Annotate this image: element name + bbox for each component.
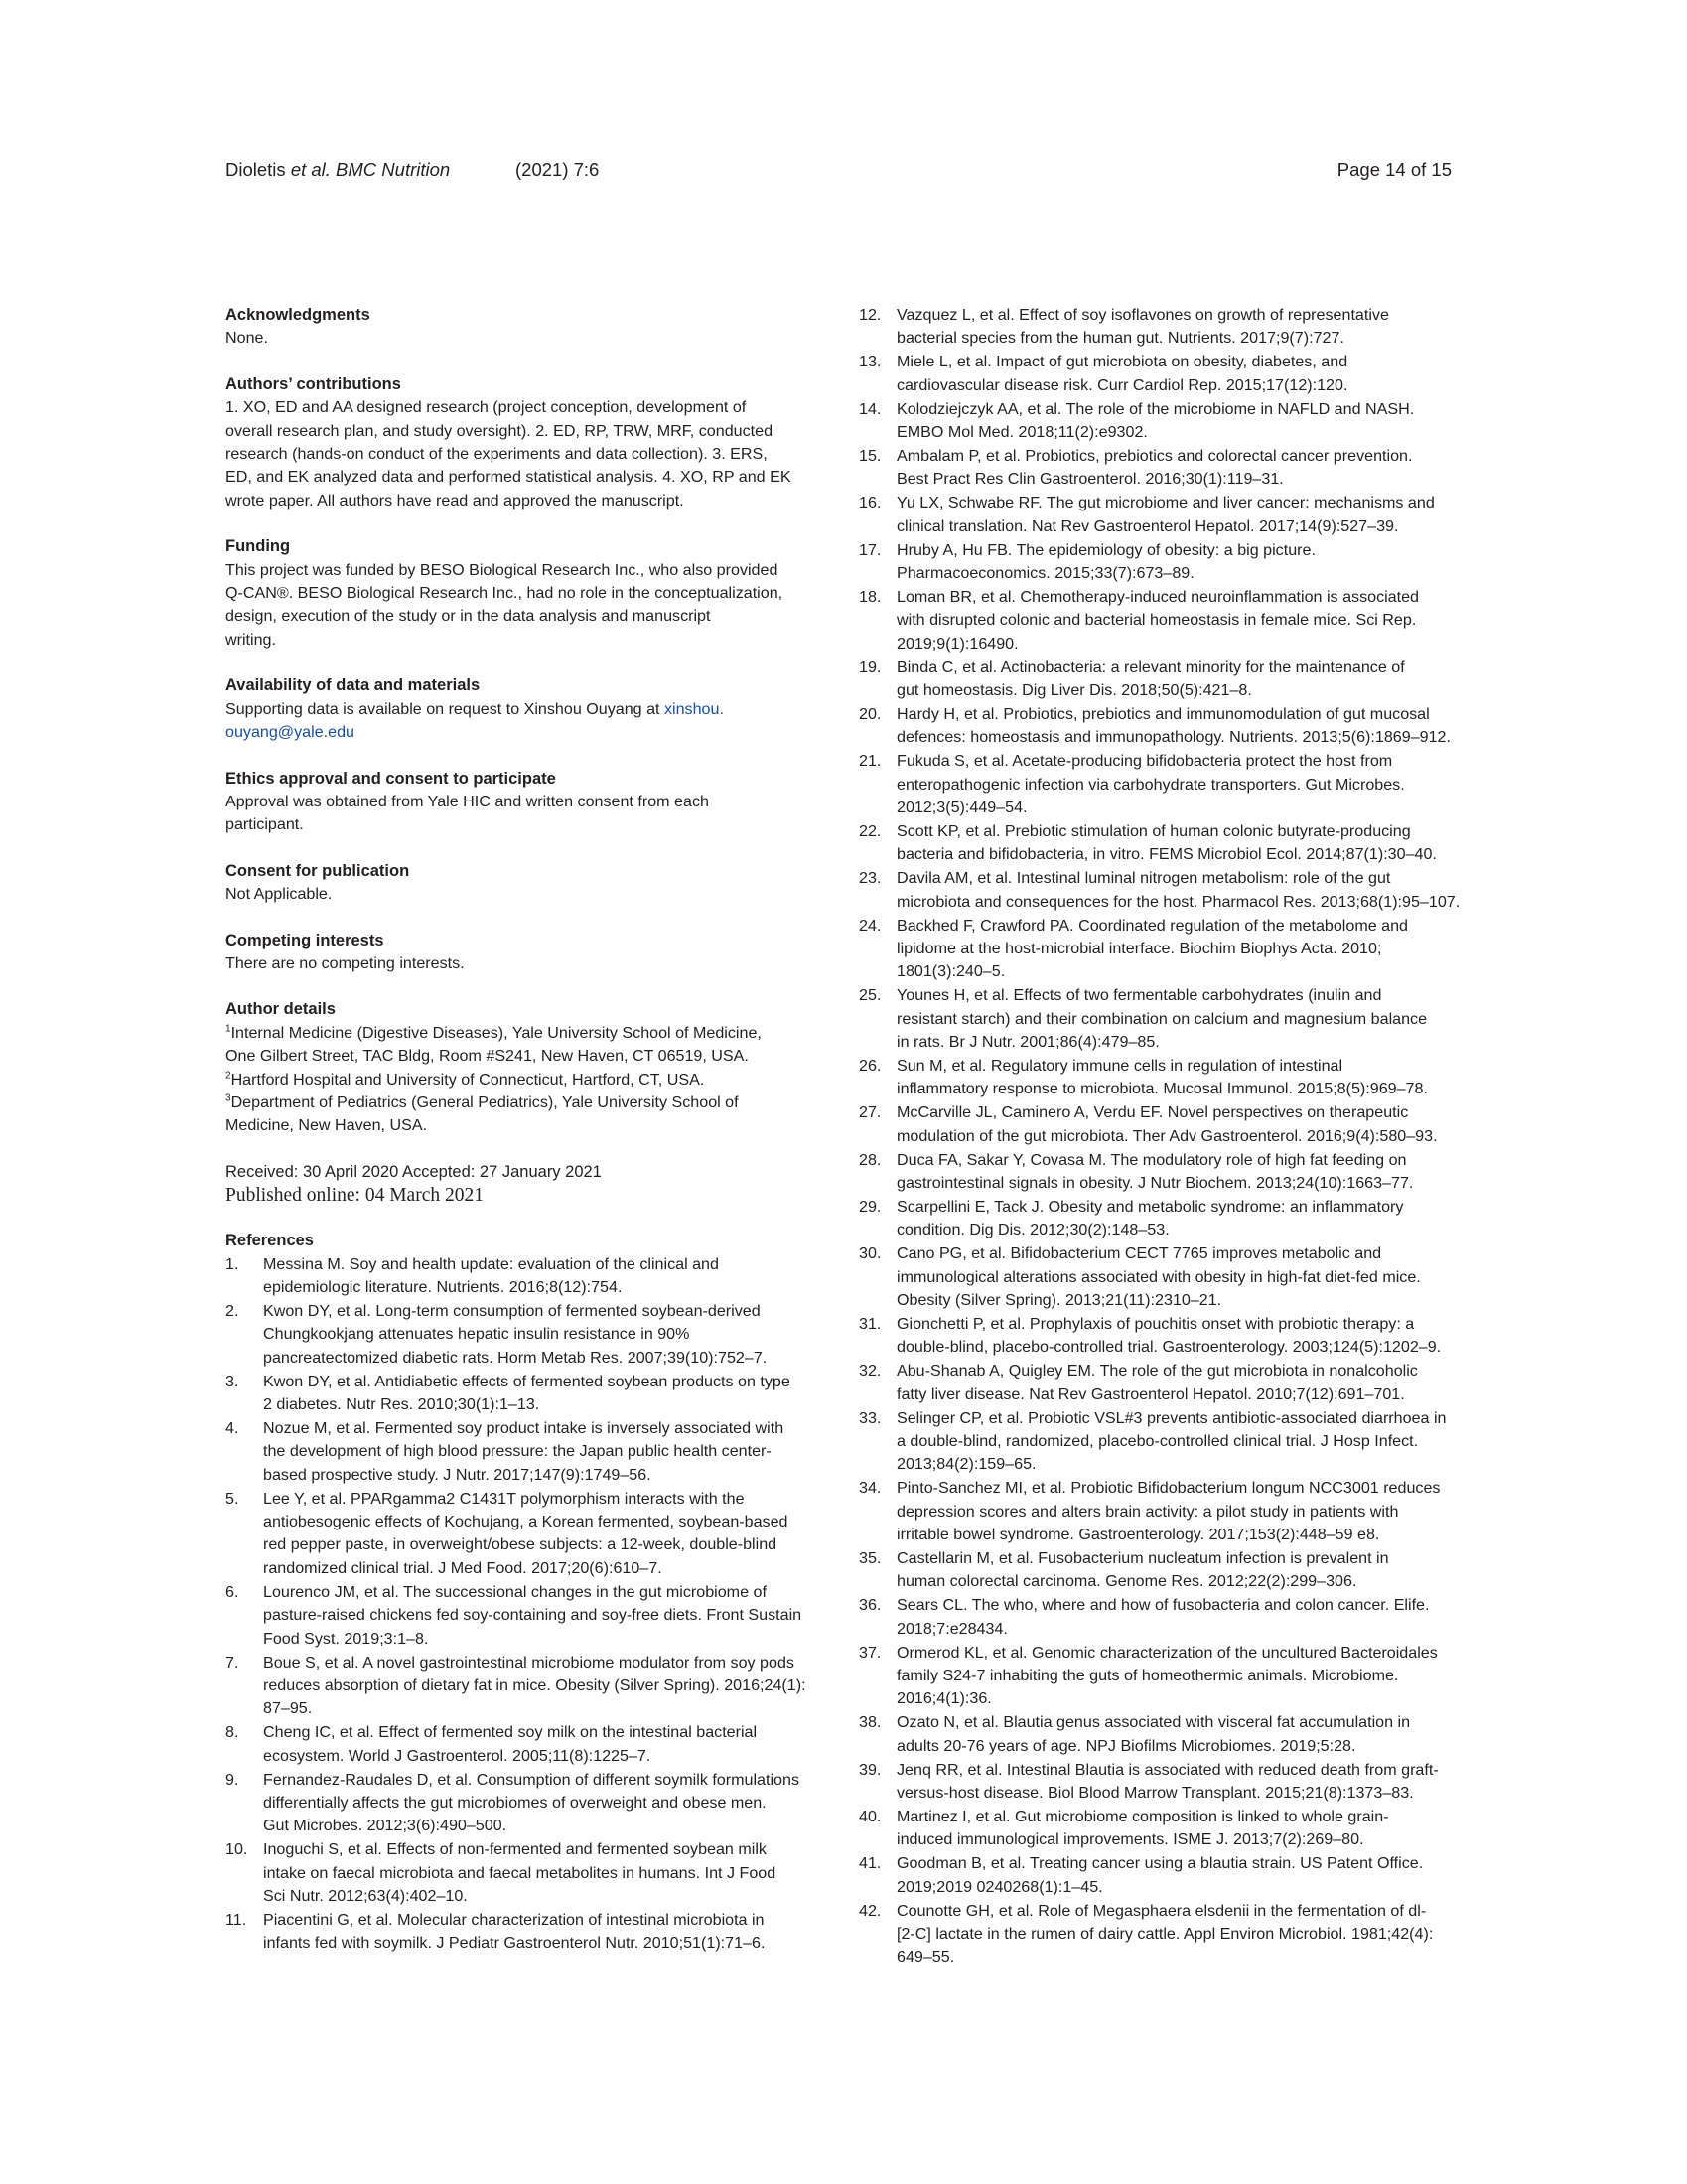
reference-line: adults 20-76 years of age. NPJ Biofilms Microbiomes. 2019;5:28. [897,1736,1356,1755]
affiliation-text: Hartford Hospital and University of Connecticut, Hartford, CT, USA. [230,1070,705,1089]
reference-list-right [859,304,1461,1969]
text-line: Approval was obtained from Yale HIC and written consent from each [225,792,709,810]
reference-item [859,1101,1455,1148]
reference-line: Gionchetti P, et al. Prophylaxis of pouchitis onset with probiotic therapy: a [897,1314,1415,1333]
reference-line: Hardy H, et al. Probiotics, prebiotics and immunomodulation of gut mucosal [897,704,1430,723]
ethics-section [225,768,811,837]
reference-item [225,1652,811,1721]
reference-line: condition. Dig Dis. 2012;30(2):148–53. [897,1221,1170,1239]
reference-number: 42. [859,1901,882,1920]
reference-text [897,304,1455,351]
reference-line: enteropathogenic infection via carbohydrate transporters. Gut Microbes. [897,775,1405,794]
reference-item [225,1300,811,1370]
text-line: wrote paper. All authors have read and approved the manuscript. [225,491,684,510]
reference-item [859,1642,1455,1711]
competing-section [225,930,811,976]
reference-line: induced immunological improvements. ISME J. 2013;7(2):269–80. [897,1830,1364,1849]
reference-text [263,1909,811,1956]
author-details-section [225,998,811,1137]
reference-line: family S24-7 inhabiting the guts of homeothermic animals. Microbiome. [897,1667,1399,1685]
reference-line: 2018;7:e28434. [897,1619,1008,1638]
email-link[interactable]: xinshou. [663,699,724,718]
reference-item [859,1196,1455,1242]
reference-line: Counotte GH, et al. Role of Megasphaera elsdenii in the fermentation of dl- [897,1901,1427,1920]
affiliation-text: Internal Medicine (Digestive Diseases), Yale University School of Medicine, [230,1023,762,1042]
reference-item [225,1838,811,1908]
received-accepted-dates: Received: 30 April 2020 Accepted: 27 January 2021 [225,1162,602,1181]
text-line: writing. [225,630,276,649]
header-year: (2021) 7:6 [515,159,600,180]
reference-line: Cano PG, et al. Bifidobacterium CECT 7765 improves metabolic and [897,1244,1382,1263]
reference-text [897,656,1455,703]
text-line [225,721,811,744]
reference-line: Food Syst. 2019;3:1–8. [263,1629,429,1648]
reference-item [859,1149,1455,1196]
reference-line: Kwon DY, et al. Antidiabetic effects of fermented soybean products on type [263,1372,790,1390]
reference-number: 9. [225,1770,239,1789]
text-line: ED, and EK analyzed data and performed statistical analysis. 4. XO, RP and EK [225,468,791,487]
reference-line: intake on faecal microbiota and faecal metabolites in humans. Int J Food [263,1863,776,1882]
contributions-section [225,373,811,512]
text-line: 1. XO, ED and AA designed research (project conception, development of [225,398,747,417]
text-line: None. [225,329,268,348]
reference-item [225,1581,811,1651]
reference-item [859,1852,1455,1899]
reference-number: 6. [225,1582,239,1601]
reference-text [897,867,1461,914]
reference-item [859,656,1455,703]
section-body [225,698,811,745]
reference-line: Scarpellini E, Tack J. Obesity and metabolic syndrome: an inflammatory [897,1197,1404,1216]
reference-item [859,1313,1455,1360]
reference-number: 33. [859,1408,882,1427]
reference-line: cardiovascular disease risk. Curr Cardiol Rep. 2015;17(12):120. [897,375,1348,394]
header-authors: Dioletis [225,159,291,180]
reference-number: 24. [859,916,882,935]
dates-block [225,1161,811,1208]
reference-text [897,984,1455,1054]
reference-text [897,1242,1455,1312]
reference-number: 17. [859,540,882,559]
reference-line: versus-host disease. Biol Blood Marrow Transplant. 2015;21(8):1373–83. [897,1784,1414,1803]
text-line: There are no competing interests. [225,953,465,972]
section-heading: Ethics approval and consent to participate [225,769,556,788]
reference-line: [2-C] lactate in the rumen of dairy cattle. Appl Environ Microbiol. 1981;42(4): [897,1925,1434,1944]
text-line: Q-CAN®. BESO Biological Research Inc., had no role in the conceptualization, [225,584,783,603]
reference-line: 2 diabetes. Nutr Res. 2010;30(1):1–13. [263,1395,540,1414]
reference-text [897,1547,1455,1594]
reference-line: 1801(3):240–5. [897,962,1006,981]
reference-item [225,1488,811,1581]
reference-item [859,1759,1455,1806]
reference-number: 13. [859,353,882,371]
reference-line: Pinto-Sanchez MI, et al. Probiotic Bifidobacterium longum NCC3001 reduces [897,1479,1441,1498]
reference-line: Cheng IC, et al. Effect of fermented soy milk on the intestinal bacterial [263,1723,758,1742]
reference-text [897,750,1455,819]
reference-text [897,445,1455,492]
reference-item [859,915,1455,984]
reference-number: 11. [225,1910,247,1929]
reference-text [897,1642,1455,1711]
reference-line: Pharmacoeconomics. 2015;33(7):673–89. [897,563,1195,582]
reference-line: gastrointestinal signals in obesity. J Nutr Biochem. 2013;24(10):1663–77. [897,1174,1414,1193]
reference-line: Binda C, et al. Actinobacteria: a relevant minority for the maintenance of [897,657,1405,676]
reference-number: 30. [859,1244,882,1263]
reference-text [897,1407,1455,1477]
reference-line: 2013;84(2):159–65. [897,1455,1037,1474]
section-heading: Consent for publication [225,861,410,880]
reference-line: with disrupted colonic and bacterial homeostasis in female mice. Sci Rep. [897,611,1417,630]
reference-line: the development of high blood pressure: the Japan public health center- [263,1442,772,1461]
reference-line: differentially affects the gut microbiomes of overweight and obese men. [263,1793,767,1812]
reference-line: resistant starch) and their combination on calcium and magnesium balance [897,1009,1428,1028]
reference-item [859,1900,1455,1969]
section-heading: Competing interests [225,931,384,949]
reference-line: Nozue M, et al. Fermented soy product intake is inversely associated with [263,1418,784,1437]
reference-line: Martinez I, et al. Gut microbiome composition is linked to whole grain- [897,1808,1389,1825]
reference-text [897,1196,1455,1242]
reference-number: 1. [225,1254,239,1273]
affiliation-marker: 3 [225,1092,231,1104]
reference-text [263,1652,811,1721]
reference-list-left [225,1253,811,1956]
reference-line: Duca FA, Sakar Y, Covasa M. The modulatory role of high fat feeding on [897,1150,1407,1169]
reference-text [263,1253,811,1300]
section-body [225,791,811,837]
references-heading: References [225,1232,314,1250]
reference-number: 2. [225,1301,239,1320]
reference-line: Obesity (Silver Spring). 2013;21(11):2310–21. [897,1291,1222,1310]
reference-number: 12. [859,306,882,324]
reference-item [859,1360,1455,1406]
reference-number: 5. [225,1489,239,1508]
reference-number: 7. [225,1653,239,1672]
reference-number: 26. [859,1057,882,1075]
reference-item [859,703,1455,750]
reference-item [225,1417,811,1487]
reference-line: reduces absorption of dietary fat in mice. Obesity (Silver Spring). 2016;24(1): [263,1675,806,1694]
availability-section [225,674,811,744]
reference-text [263,1488,811,1581]
reference-item [859,1407,1455,1477]
reference-number: 15. [859,446,882,465]
reference-number: 36. [859,1596,882,1615]
reference-item [859,867,1461,914]
reference-text [263,1371,811,1417]
reference-line: Lourenco JM, et al. The successional changes in the gut microbiome of [263,1582,767,1601]
reference-line: Piacentini G, et al. Molecular characterization of intestinal microbiota in [263,1910,765,1929]
affiliation-line: Medicine, New Haven, USA. [225,1116,428,1135]
reference-line: modulation of the gut microbiota. Ther Adv Gastroenterol. 2016;9(4):580–93. [897,1126,1438,1145]
page-number: Page 14 of 15 [1336,159,1452,180]
reference-number: 3. [225,1372,239,1390]
reference-number: 21. [859,752,882,771]
reference-line: Vazquez L, et al. Effect of soy isoflavones on growth of representative [897,306,1389,324]
reference-number: 34. [859,1479,882,1498]
reference-line: Fernandez-Raudales D, et al. Consumption of different soymilk formulations [263,1770,799,1789]
reference-text [897,1594,1455,1641]
reference-number: 31. [859,1314,882,1333]
text-line: research (hands-on conduct of the experiments and data collection). 3. ERS, [225,445,768,464]
reference-number: 38. [859,1713,882,1732]
reference-item [859,1055,1455,1101]
affiliation-line [225,1069,811,1092]
reference-line: Yu LX, Schwabe RF. The gut microbiome and liver cancer: mechanisms and [897,494,1435,512]
reference-text [897,1360,1455,1406]
affiliation-line [225,1022,811,1045]
right-column [859,304,1461,1969]
reference-text [263,1581,811,1651]
reference-number: 35. [859,1549,882,1568]
reference-line: lipidome at the host-microbial interface. Biochim Biophys Acta. 2010; [897,939,1382,957]
reference-item [859,304,1455,351]
text-line: participant. [225,815,304,834]
reference-item [225,1371,811,1417]
reference-line: fatty liver disease. Nat Rev Gastroenterol Hepatol. 2010;7(12):691–701. [897,1384,1405,1403]
reference-line: 87–95. [263,1699,313,1718]
reference-line: Ormerod KL, et al. Genomic characterization of the uncultured Bacteroidales [897,1643,1438,1662]
reference-number: 27. [859,1103,882,1122]
text-line: overall research plan, and study oversight). 2. ED, RP, TRW, MRF, conducted [225,421,773,440]
reference-line: red pepper paste, in overweight/obese subjects: a 12-week, double-blind [263,1535,777,1554]
reference-line: EMBO Mol Med. 2018;11(2):e9302. [897,423,1148,442]
reference-item [859,586,1455,655]
reference-number: 32. [859,1362,882,1381]
reference-line: Castellarin M, et al. Fusobacterium nucleatum infection is prevalent in [897,1549,1389,1568]
reference-text [897,586,1455,655]
reference-number: 16. [859,494,882,512]
reference-line: double-blind, placebo-controlled trial. Gastroenterology. 2003;124(5):1202–9. [897,1338,1442,1357]
reference-text [897,1759,1455,1806]
section-body [225,883,811,906]
reference-line: Davila AM, et al. Intestinal luminal nitrogen metabolism: role of the gut [897,869,1391,888]
reference-line: Best Pract Res Clin Gastroenterol. 2016;30(1):119–31. [897,470,1284,489]
reference-line: Selinger CP, et al. Probiotic VSL#3 prevents antibiotic-associated diarrhoea in [897,1408,1447,1427]
reference-item [225,1253,811,1300]
affiliation-marker: 1 [225,1023,231,1035]
reference-text [897,1711,1455,1758]
reference-line: Scott KP, et al. Prebiotic stimulation of human colonic butyrate-producing [897,821,1411,840]
reference-number: 8. [225,1723,239,1742]
reference-line: defences: homeostasis and immunopathology. Nutrients. 2013;5(6):1869–912. [897,728,1451,747]
reference-text [263,1300,811,1370]
section-heading: Funding [225,537,291,556]
reference-line: depression scores and alters brain activity: a pilot study in patients with [897,1502,1399,1521]
journal-citation [225,159,450,181]
reference-item [859,820,1455,867]
section-heading: Authors’ contributions [225,374,401,393]
left-column [225,304,811,1956]
reference-number: 19. [859,657,882,676]
reference-text [897,1900,1455,1969]
reference-item [859,445,1455,492]
reference-number: 4. [225,1418,239,1437]
reference-item [859,1806,1455,1852]
reference-item [859,1711,1455,1758]
reference-number: 40. [859,1808,882,1825]
reference-item [859,984,1455,1054]
reference-line: inflammatory response to microbiota. Mucosal Immunol. 2015;8(5):969–78. [897,1080,1428,1098]
text-line [225,698,811,721]
section-heading: Author details [225,1000,336,1019]
section-heading: Acknowledgments [225,306,370,324]
reference-line: Hruby A, Hu FB. The epidemiology of obesity: a big picture. [897,540,1316,559]
reference-line: Kwon DY, et al. Long-term consumption of fermented soybean-derived [263,1301,761,1320]
reference-text [897,1477,1455,1546]
reference-line: Kolodziejczyk AA, et al. The role of the microbiome in NAFLD and NASH. [897,399,1415,418]
reference-text [897,492,1455,538]
reference-item [859,351,1455,397]
reference-line: 2019;2019 0240268(1):1–45. [897,1877,1103,1896]
reference-number: 25. [859,986,882,1005]
reference-item [859,1477,1455,1546]
section-heading: Availability of data and materials [225,676,481,695]
reference-item [859,1547,1455,1594]
reference-line: Messina M. Soy and health update: evaluation of the clinical and [263,1254,719,1273]
reference-line: a double-blind, randomized, placebo-controlled clinical trial. J Hosp Infect. [897,1432,1419,1450]
reference-number: 20. [859,704,882,723]
reference-text [263,1417,811,1487]
reference-item [859,398,1455,445]
reference-number: 29. [859,1197,882,1216]
reference-line: ecosystem. World J Gastroenterol. 2005;11(8):1225–7. [263,1746,651,1765]
section-body [225,327,811,350]
reference-line: microbiota and consequences for the host. Pharmacol Res. 2013;68(1):95–107. [897,892,1461,911]
reference-line: in rats. Br J Nutr. 2001;86(4):479–85. [897,1033,1160,1052]
reference-line: Abu-Shanab A, Quigley EM. The role of the gut microbiota in nonalcoholic [897,1362,1418,1381]
reference-line: Chungkookjang attenuates hepatic insulin resistance in 90% [263,1325,690,1344]
reference-number: 39. [859,1760,882,1779]
reference-item [859,1242,1455,1312]
reference-text [897,351,1455,397]
affiliation-text: Department of Pediatrics (General Pediatrics), Yale University School of [230,1092,739,1111]
email-link-continued[interactable]: ouyang@yale.edu [225,723,354,742]
reference-text [263,1721,811,1768]
reference-line: Sun M, et al. Regulatory immune cells in regulation of intestinal [897,1057,1343,1075]
acknowledgments-section [225,304,811,351]
reference-text [897,703,1455,750]
reference-line: clinical translation. Nat Rev Gastroenterol Hepatol. 2017;14(9):527–39. [897,516,1399,535]
section-body [225,559,811,653]
running-header [225,159,1452,191]
reference-item [859,539,1455,586]
reference-line: immunological alterations associated with obesity in high-fat diet-fed mice. [897,1267,1421,1286]
reference-line: 2012;3(5):449–54. [897,799,1028,817]
reference-number: 10. [225,1840,248,1859]
text-line: design, execution of the study or in the data analysis and manuscript [225,607,711,626]
reference-line: Ozato N, et al. Blautia genus associated with visceral fat accumulation in [897,1713,1411,1732]
reference-item [225,1909,811,1956]
availability-text: Supporting data is available on request to Xinshou Ouyang at [225,699,664,718]
reference-text [263,1838,811,1908]
reference-line: Jenq RR, et al. Intestinal Blautia is associated with reduced death from graft- [897,1760,1439,1779]
reference-text [897,1313,1455,1360]
text-line: This project was funded by BESO Biological Research Inc., who also provided [225,560,778,579]
reference-line: bacteria and bifidobacteria, in vitro. FEMS Microbiol Ecol. 2014;87(1):30–40. [897,845,1437,864]
reference-number: 22. [859,821,882,840]
reference-item [859,492,1455,538]
funding-section [225,535,811,652]
affiliation-marker: 2 [225,1070,231,1082]
reference-line: Gut Microbes. 2012;3(6):490–500. [263,1817,507,1835]
reference-line: Fukuda S, et al. Acetate-producing bifidobacteria protect the host from [897,752,1393,771]
reference-line: 649–55. [897,1948,955,1966]
reference-line: pasture-raised chickens fed soy-containing and soy-free diets. Front Sustain [263,1606,802,1625]
header-journal: et al. BMC Nutrition [290,159,451,180]
section-body [225,396,811,512]
reference-line: bacterial species from the human gut. Nutrients. 2017;9(7):727. [897,329,1344,348]
reference-text [897,398,1455,445]
text-line: Not Applicable. [225,885,333,904]
reference-line: gut homeostasis. Dig Liver Dis. 2018;50(5):421–8. [897,681,1252,699]
affiliation-line [225,1092,811,1114]
reference-line: Miele L, et al. Impact of gut microbiota on obesity, diabetes, and [897,353,1348,371]
reference-line: irritable bowel syndrome. Gastroenterology. 2017;153(2):448–59 e8. [897,1526,1380,1544]
published-date: Published online: 04 March 2021 [225,1185,484,1207]
reference-number: 14. [859,399,882,418]
reference-text [897,1055,1455,1101]
reference-line: McCarville JL, Caminero A, Verdu EF. Novel perspectives on therapeutic [897,1103,1409,1122]
reference-text [897,915,1455,984]
consent-section [225,860,811,907]
reference-item [225,1721,811,1768]
reference-line: Sears CL. The who, where and how of fusobacteria and colon cancer. Elife. [897,1596,1430,1615]
reference-line: Backhed F, Crawford PA. Coordinated regulation of the metabolome and [897,916,1408,935]
reference-item [859,1594,1455,1641]
reference-line: Younes H, et al. Effects of two fermentable carbohydrates (inulin and [897,986,1382,1005]
reference-line: pancreatectomized diabetic rats. Horm Metab Res. 2007;39(10):752–7. [263,1348,768,1367]
reference-text [897,539,1455,586]
reference-line: randomized clinical trial. J Med Food. 2017;20(6):610–7. [263,1558,662,1577]
reference-text [263,1769,811,1838]
reference-line: antiobesogenic effects of Kochujang, a Korean fermented, soybean-based [263,1513,788,1531]
reference-line: human colorectal carcinoma. Genome Res. 2012;22(2):299–306. [897,1572,1357,1591]
reference-number: 28. [859,1150,882,1169]
reference-number: 37. [859,1643,882,1662]
reference-line: Goodman B, et al. Treating cancer using a blautia strain. US Patent Office. [897,1854,1424,1873]
reference-line: Sci Nutr. 2012;63(4):402–10. [263,1887,468,1906]
reference-text [897,1852,1455,1899]
reference-line: 2019;9(1):16490. [897,634,1019,653]
reference-number: 41. [859,1854,882,1873]
reference-item [859,750,1455,819]
reference-number: 18. [859,587,882,606]
reference-line: Lee Y, et al. PPARgamma2 C1431T polymorphism interacts with the [263,1489,745,1508]
reference-line: Inoguchi S, et al. Effects of non-fermented and fermented soybean milk [263,1840,767,1859]
section-body [225,952,811,975]
reference-line: Loman BR, et al. Chemotherapy-induced neuroinflammation is associated [897,587,1420,606]
reference-line: epidemiologic literature. Nutrients. 2016;8(12):754. [263,1278,623,1296]
reference-line: infants fed with soymilk. J Pediatr Gastroenterol Nutr. 2010;51(1):71–6. [263,1934,766,1953]
reference-line: Ambalam P, et al. Probiotics, prebiotics and colorectal cancer prevention. [897,446,1413,465]
reference-line: based prospective study. J Nutr. 2017;147(9):1749–56. [263,1465,651,1484]
reference-number: 23. [859,869,882,888]
reference-line: Boue S, et al. A novel gastrointestinal microbiome modulator from soy pods [263,1653,794,1672]
reference-text [897,1149,1455,1196]
reference-line: 2016;4(1):36. [897,1689,992,1708]
reference-text [897,1806,1455,1852]
reference-text [897,820,1455,867]
section-body [225,1022,811,1138]
reference-text [897,1101,1455,1148]
reference-item [225,1769,811,1838]
affiliation-line: One Gilbert Street, TAC Bldg, Room #S241, New Haven, CT 06519, USA. [225,1047,749,1066]
